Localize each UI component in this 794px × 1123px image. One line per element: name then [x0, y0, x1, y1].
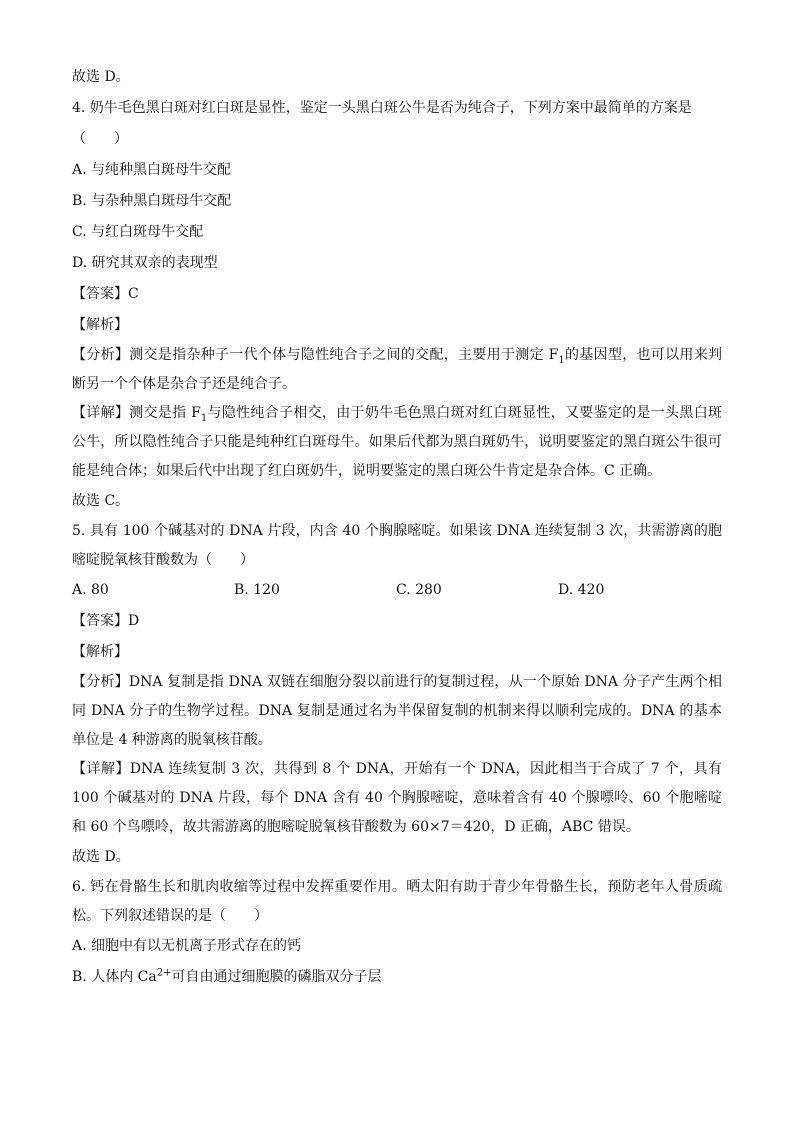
question-5-option-a: A. 80 — [72, 582, 109, 598]
question-5-options — [72, 575, 722, 606]
question-4-paren: （ ） — [72, 131, 128, 147]
prev-conclusion: 故选 D。 — [72, 69, 130, 85]
question-5-option-b: B. 120 — [234, 582, 280, 598]
question-4-option-b: B. 与杂种黑白斑母牛交配 — [72, 193, 232, 209]
question-6-stem: 6. 钙在骨骼生长和肌肉收缩等过程中发挥重要作用。晒太阳有助于青少年骨骼生长，预防老年人骨质疏松。下列叙述错误的是（ ） — [72, 879, 722, 924]
question-4-stem: 4. 奶牛毛色黑白斑对红白斑是显性，鉴定一头黑白斑公牛是否为纯合子，下列方案中最简单的方案是 — [72, 100, 692, 116]
question-4-option-c: C. 与红白斑母牛交配 — [72, 224, 204, 240]
question-5-detail: 【详解】DNA 连续复制 3 次，共得到 8 个 DNA，开始有一个 DNA，因此相当于合成了 7 个，具有 100 个碱基对的 DNA 片段，每个 DNA 含有 40 个胸腺嘧啶，意味着含有 40 个腺嘌呤、60 个胞嘧啶和 60 个鸟嘌呤，故共需游离的胞嘧啶脱氧核苷酸数为 60×7＝420，D 正确，ABC 错误。 — [72, 761, 722, 835]
question-5-analysis: 【分析】DNA 复制是指 DNA 双链在细胞分裂以前进行的复制过程，从一个原始 DNA 分子产生两个相同 DNA 分子的生物学过程。DNA 复制是通过名为半保留复制的机制来得以顺利完成的。DNA 的基本单位是 4 种游离的脱氧核苷酸。 — [72, 674, 722, 748]
question-4-analysis-heading: 【解析】 — [72, 317, 128, 333]
question-5-answer: 【答案】D — [72, 613, 140, 629]
question-5-conclusion: 故选 D。 — [72, 849, 130, 865]
question-4-conclusion: 故选 C。 — [72, 493, 130, 509]
question-5-stem: 5. 具有 100 个碱基对的 DNA 片段，内含 40 个胸腺嘧啶。如果该 DNA 连续复制 3 次，共需游离的胞嘧啶脱氧核苷酸数为（ ） — [72, 523, 722, 568]
question-5-analysis-heading: 【解析】 — [72, 644, 128, 660]
question-5-option-d: D. 420 — [558, 582, 605, 598]
document-page — [72, 62, 722, 993]
question-4-option-d: D. 研究其双亲的表现型 — [72, 255, 218, 271]
question-4-answer: 【答案】C — [72, 286, 139, 302]
question-4-option-a: A. 与纯种黑白斑母牛交配 — [72, 162, 232, 178]
question-6-option-b: B. 人体内 $Ca^{2+}$可自由通过细胞膜的磷脂双分子层 — [72, 967, 382, 985]
question-4-analysis: 【分析】测交是指杂种子一代个体与隐性纯合子之间的交配，主要用于测定 $F_1$的基因型，也可以用来判断另一个个体是杂合子还是纯合子。 — [72, 347, 722, 392]
question-5-option-c: C. 280 — [396, 582, 442, 598]
question-4-detail: 【详解】测交是指 $F_1$与隐性纯合子相交，由于奶牛毛色黑白斑对红白斑显性，又要鉴定的是一头黑白斑公牛，所以隐性纯合子只能是纯种红白斑母牛。如果后代都为黑白斑奶牛，说明要鉴定的黑白斑公牛很可能是纯合体；如果后代中出现了红白斑奶牛，说明要鉴定的黑白斑公牛肯定是杂合体。C 正确。 — [72, 405, 722, 479]
question-6-option-a: A. 细胞中有以无机离子形式存在的钙 — [72, 938, 302, 954]
